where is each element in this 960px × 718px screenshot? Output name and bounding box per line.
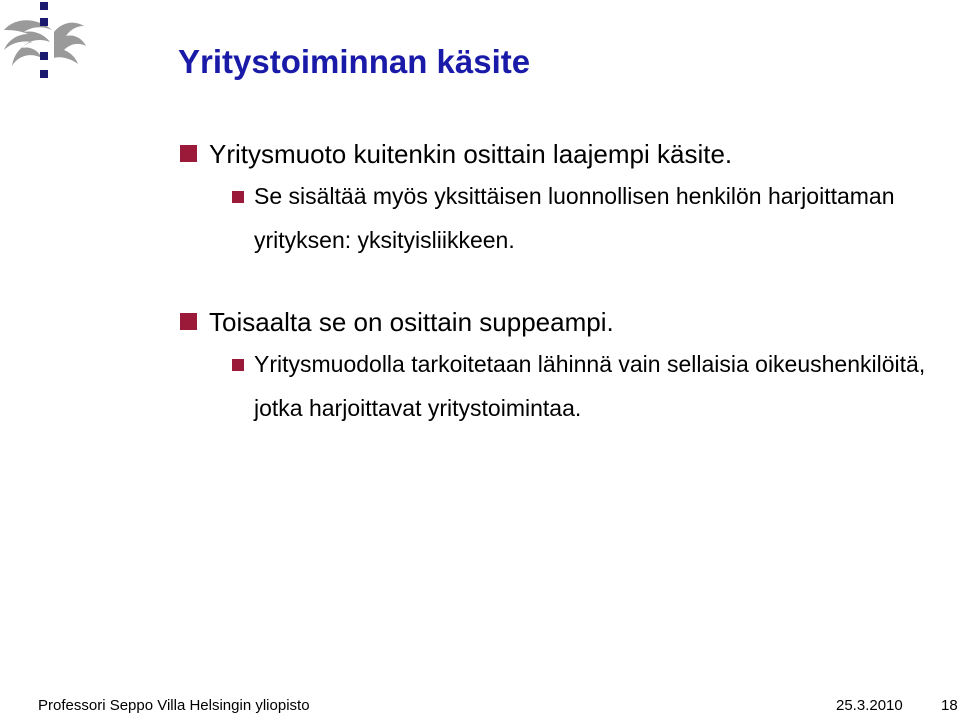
square-bullet-icon <box>232 191 244 203</box>
square-bullet-icon <box>180 145 197 162</box>
university-logo-icon <box>0 0 90 82</box>
bullet-text: Yritysmuoto kuitenkin osittain laajempi käsite. <box>209 139 733 169</box>
sub-bullet-text: Yritysmuodolla tarkoitetaan lähinnä vain sellaisia oikeushenkilöitä, jotka harjoittavat yritystoimintaa. <box>254 351 926 421</box>
square-bullet-icon <box>180 313 197 330</box>
bullet-text: Toisaalta se on osittain suppeampi. <box>209 307 614 337</box>
footer-date: 25.3.2010 <box>836 697 903 714</box>
footer-page-number: 18 <box>941 697 958 714</box>
slide-title: Yritystoiminnan käsite <box>178 43 531 80</box>
sub-bullet-text: Se sisältää myös yksittäisen luonnollisen henkilön harjoittaman yrityksen: yksityisliikkeen. <box>254 183 895 253</box>
footer-author: Professori Seppo Villa Helsingin yliopisto <box>38 697 310 714</box>
square-bullet-icon <box>232 359 244 371</box>
